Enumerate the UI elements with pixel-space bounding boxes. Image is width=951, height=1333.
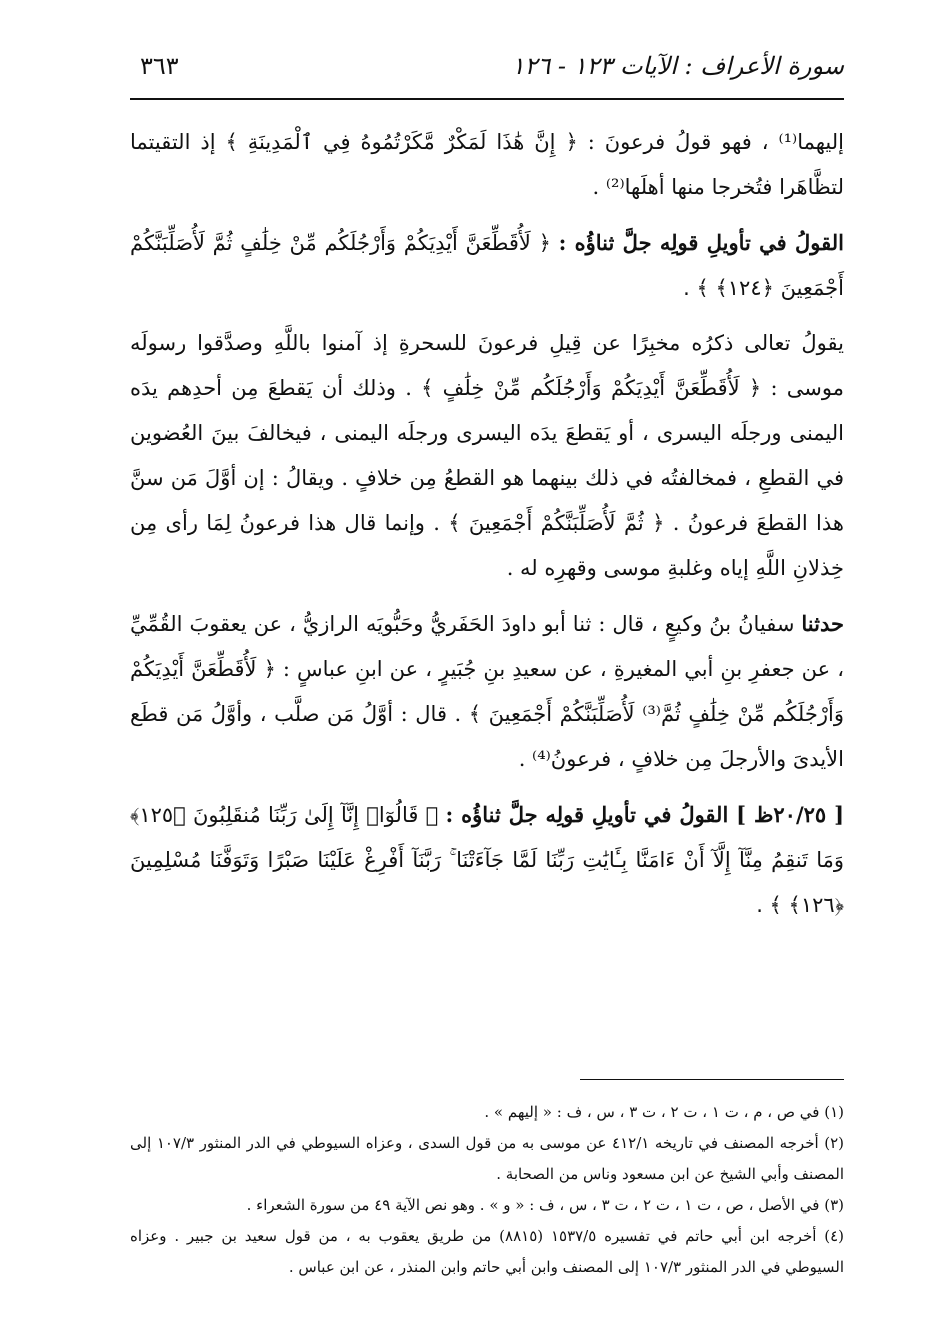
- page-number: ٣٦٣: [140, 52, 179, 80]
- footnote-3: (٣) في الأصل ، ص ، ت ١ ، ت ٢ ، ت ٣ ، س ، ف : « و » . وهو نص الآية ٤٩ من سورة الشعراء .: [246, 1196, 844, 1214]
- surah-title: سورة الأعراف : الآيات ١٢٣ - ١٢٦: [511, 52, 844, 80]
- paragraph-5: [130, 792, 844, 928]
- footnote-1: (١) في ص ، م ، ت ١ ، ت ٢ ، ت ٣ ، س ، ف : « إليهم » .: [484, 1103, 844, 1121]
- paragraph-2: [130, 220, 844, 311]
- footnotes: [130, 1097, 844, 1283]
- paragraph-text: يقولُ تعالى ذكرُه مخبِرًا عن قِيلِ فرعونَ للسحرةِ إذ آمنوا باللَّهِ وصدَّقوا رسولَه موسى : ﴿ لَأُقَطِّعَنَّ أَيْدِيَكُمْ وَأَرْجُلَكُم مِّنْ خِلَٰفٍ ﴾ . وذلك أن يَقطعَ مِن أحدِهم يدَه اليمنى ورجلَه اليسرى ، أو يَقطعَ يدَه اليسرى ورجلَه اليمنى ، فيخالفَ بينَ العُضوين في القطعِ ، فمخالفتُه في ذلك بينهما هو القطعُ مِن خلافٍ . ويقالُ : إن أوَّلَ مَن سنَّ هذا القطعَ فرعونُ . ﴿ ثُمَّ لَأُصَلِّبَنَّكُمْ أَجْمَعِينَ ﴾ . وإنما قال هذا فرعونُ لِمَا رأى مِن خِذلانِ اللَّهِ إياه وغلبةِ موسى وقهرِه له .: [130, 331, 844, 580]
- header-rule: [130, 98, 844, 100]
- footnote-2: (٢) أخرجه المصنف في تاريخه ٤١٢/١ عن موسى به من قول السدى ، وعزاه السيوطي في الدر المنثور ١٠٧/٣ إلى المصنف وأبي الشيخ عن ابن مسعود وناس من الصحابة .: [130, 1134, 844, 1183]
- main-text: [130, 120, 844, 938]
- paragraph-heading: القولُ في تأويلِ قولِه جلَّ ثناؤُه :: [558, 230, 844, 255]
- footnote-separator: [580, 1079, 844, 1080]
- paragraph-text: إليهما⁽¹⁾ ، فهو قولُ فرعونَ : ﴿ إِنَّ هَٰذَا لَمَكْرٌ مَّكَرْتُمُوهُ فِي ٱلْمَدِينَةِ ﴾ إذ التقيتما لتظَّاهَرا فتُخرجا منها أهلَها⁽²⁾ .: [130, 130, 844, 199]
- paragraph-text: سفيانُ بنُ وكيعٍ ، قال : ثنا أبو داودَ الحَفَريُّ وحَبُّويَه الرازيُّ ، عن يعقوبَ القُمِّيِّ ، عن جعفرِ بنِ أبي المغيرةِ ، عن سعيدِ بنِ جُبَيرٍ ، عن ابنِ عباسٍ : ﴿ لَأُقَطِّعَنَّ أَيْدِيَكُمْ وَأَرْجُلَكُم مِّنْ خِلَٰفٍ ثُمَّ⁽³⁾ لَأُصَلِّبَنَّكُمْ أَجْمَعِينَ ﴾ . قال : أوَّلُ مَن صلَّب ، وأوَّلُ مَن قطَع الأيدىَ والأرجلَ مِن خلافٍ ، فرعونُ⁽⁴⁾ .: [130, 612, 844, 771]
- running-header: [130, 52, 844, 92]
- paragraph-4: [130, 601, 844, 782]
- paragraph-3: [130, 321, 844, 591]
- footnote-4: (٤) أخرجه ابن أبي حاتم في تفسيره ١٥٣٧/٥ (٨٨١٥) من طريق يعقوب به ، من قول سعيد بن جبير . وعزاه السيوطي في الدر المنثور ١٠٧/٣ إلى المصنف وابن أبي حاتم وابن المنذر ، عن ابن عباس .: [130, 1227, 844, 1276]
- paragraph-1: [130, 120, 844, 210]
- paragraph-heading: [ ٢٠/٢٥ظ ] القولُ في تأويلِ قولِه جلَّ ثناؤُه :: [445, 802, 844, 827]
- paragraph-heading: حدثنا: [801, 611, 844, 636]
- quran-verse: ﴿ قَالُوٓا۟ إِنَّآ إِلَىٰ رَبِّنَا مُنقَلِبُونَ ﴿١٢٥﴾ وَمَا تَنقِمُ مِنَّآ إِلَّآ أَنْ ءَامَنَّا بِـَٔايَٰتِ رَبِّنَا لَمَّا جَآءَتْنَا ۚ رَبَّنَآ أَفْرِغْ عَلَيْنَا صَبْرًا وَتَوَفَّنَا مُسْلِمِينَ ﴿١٢٦﴾ ﴾ .: [130, 803, 844, 917]
- quran-verse: ﴿ لَأُقَطِّعَنَّ أَيْدِيَكُمْ وَأَرْجُلَكُم مِّنْ خِلَٰفٍ ثُمَّ لَأُصَلِّبَنَّكُمْ أَجْمَعِينَ ﴿١٢٤﴾ ﴾ .: [130, 231, 844, 300]
